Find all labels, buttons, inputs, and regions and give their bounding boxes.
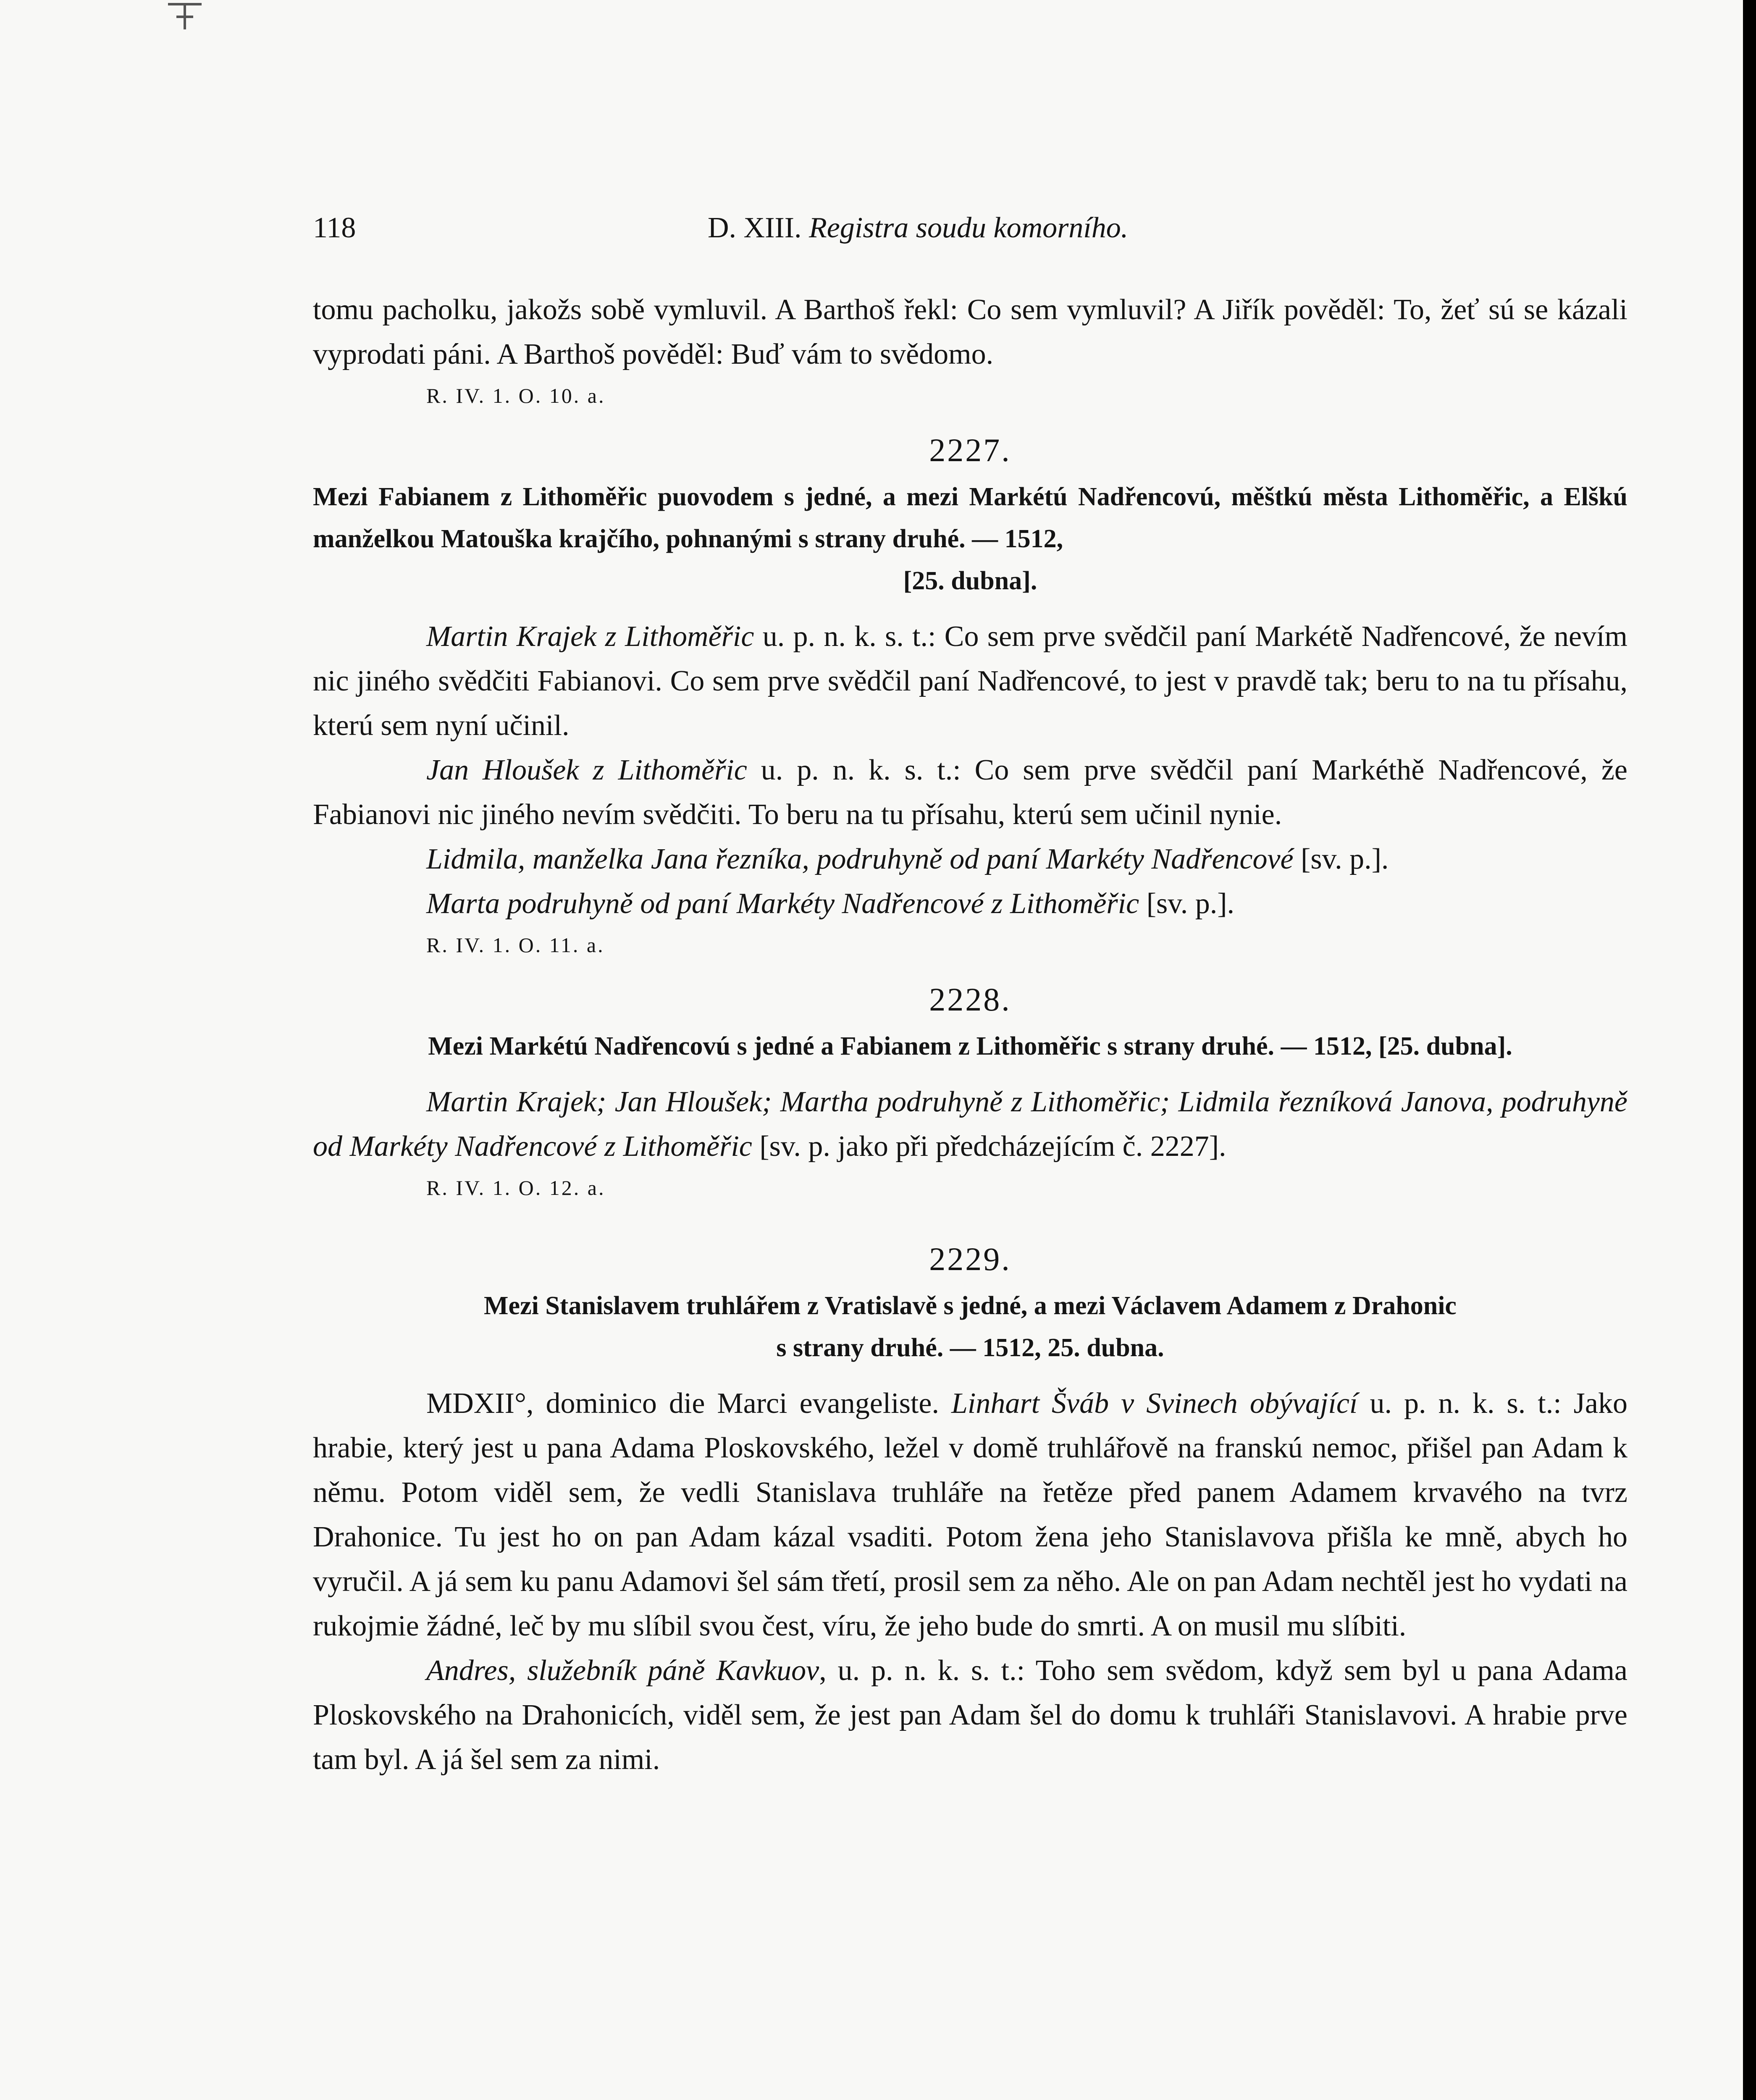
testimony-text: [sv. p.]. — [1293, 843, 1389, 875]
scan-artifact — [160, 0, 210, 34]
running-title — [708, 206, 1128, 250]
witness-name: Linhart Šváb v Svinech obývající — [951, 1387, 1358, 1420]
page-header — [313, 206, 1627, 256]
testimony-paragraph — [313, 837, 1627, 882]
section-label: D. XIII. — [708, 212, 802, 244]
witness-name: Marta podruhyně od paní Markéty Nadřencové z Lithoměřic — [426, 887, 1139, 920]
witness-name: Lidmila, manželka Jana řezníka, podruhyně od paní Markéty Nadřencové — [426, 843, 1294, 875]
entry-number-2228: 2228. — [929, 981, 1011, 1018]
testimony-paragraph — [313, 1648, 1627, 1782]
testimony-paragraph — [313, 614, 1627, 748]
entry-heading-2228: Mezi Markétú Nadřencovú s jedné a Fabianem z Lithoměřic s strany druhé. — 1512, [25. dubna]. — [428, 1032, 1512, 1060]
page-content — [313, 206, 1627, 1782]
witness-name: Andres, služebník páně Kavkuov — [426, 1654, 819, 1687]
testimony-paragraph — [313, 748, 1627, 837]
archive-reference: R. IV. 1. O. 10. a. — [426, 384, 606, 407]
testimony-text: , u. p. n. k. s. t.: Toho sem svědom, když sem byl u pana Adama Ploskovského na Drahonicích, viděl sem, že jest pan Adam šel do domu k truhláři Stanislavovi. A hrabie prve tam byl. A já šel sem za nimi. — [313, 1654, 1628, 1776]
archive-reference: R. IV. 1. O. 11. a. — [426, 933, 605, 957]
heading-date: s strany druhé. — 1512, 25. dubna. — [776, 1334, 1164, 1362]
page-number: 118 — [313, 212, 356, 244]
testimony-text: [sv. p. jako při předcházejícím č. 2227]. — [752, 1130, 1226, 1163]
entry-number-2229: 2229. — [929, 1241, 1011, 1277]
witness-name: Jan Hloušek z Lithoměřic — [426, 754, 747, 786]
testimony-paragraph — [313, 882, 1627, 926]
entry-number-2227: 2227. — [929, 432, 1011, 468]
testimony-paragraph — [313, 1080, 1627, 1169]
witness-names: Martin Krajek; Jan Hloušek; Martha podruhyně z Lithoměřic; Lidmila řezníková Janova, podruhyně od Markéty Nadřencové z Lithoměřic — [313, 1086, 1627, 1163]
archive-reference: R. IV. 1. O. 12. a. — [426, 1176, 606, 1200]
entry-heading-2229 — [313, 1285, 1627, 1369]
register-title: Registra soudu komorního. — [809, 212, 1129, 244]
testimony-text: u. p. n. k. s. t.: Co sem prve svědčil paní Markéthě Nadřencové, že Fabianovi nic jiného nevím svědčiti. To beru na tu přísahu, kterú sem učinil nynie. — [313, 754, 1628, 831]
heading-text: Mezi Stanislavem truhlářem z Vratislavě s jedné, a mezi Václavem Adamem z Drahonic — [484, 1292, 1457, 1320]
testimony-text: u. p. n. k. s. t.: Co sem prve svědčil paní Markétě Nadřencové, že nevím nic jiného svědčiti Fabianovi. Co sem prve svědčil paní Nadřencové, to jest v pravdě tak; beru to na tu přísahu, kterú sem nyní učinil. — [313, 620, 1627, 742]
heading-text: Mezi Fabianem z Lithoměřic puovodem s jedné, a mezi Markétú Nadřencovú, měštkú města Lithoměřic, a Elškú manželkou Matouška krajčího, pohnanými s strany druhé. — 1512, — [313, 483, 1627, 553]
testimony-text: u. p. n. k. s. t.: Jako hrabie, který jest u pana Adama Ploskovského, ležel v domě truhlářově na franskú nemoc, přišel pan Adam k němu. Potom viděl sem, že vedli Stanislava truhláře na řetěze před panem Adamem krvavého na tvrz Drahonice. Tu jest ho on pan Adam kázal vsaditi. Potom žena jeho Stanislavova přišla ke mně, abych ho vyručil. A já sem ku panu Adamovi šel sám třetí, prosil sem za něho. Ale on pan Adam nechtěl jest ho vydati na rukojmie žádné, leč by mu slíbil svou čest, víru, že jeho bude do smrti. A on musil mu slíbiti. — [313, 1387, 1627, 1642]
testimony-text: [sv. p.]. — [1139, 887, 1235, 920]
entry-heading-2227 — [313, 476, 1627, 602]
testimony-paragraph — [313, 1381, 1627, 1648]
scan-border — [1743, 0, 1756, 2100]
heading-date: [25. dubna]. — [903, 567, 1037, 595]
intro-paragraph: tomu pacholku, jakožs sobě vymluvil. A Barthoš řekl: Co sem vymluvil? A Jiřík pověděl: To, žeť sú se kázali vyprodati páni. A Barthoš pověděl: Buď vám to svědomo. — [313, 294, 1627, 370]
date-line: MDXII°, dominico die Marci evangeliste. — [426, 1387, 951, 1420]
witness-name: Martin Krajek z Lithoměřic — [426, 620, 754, 653]
